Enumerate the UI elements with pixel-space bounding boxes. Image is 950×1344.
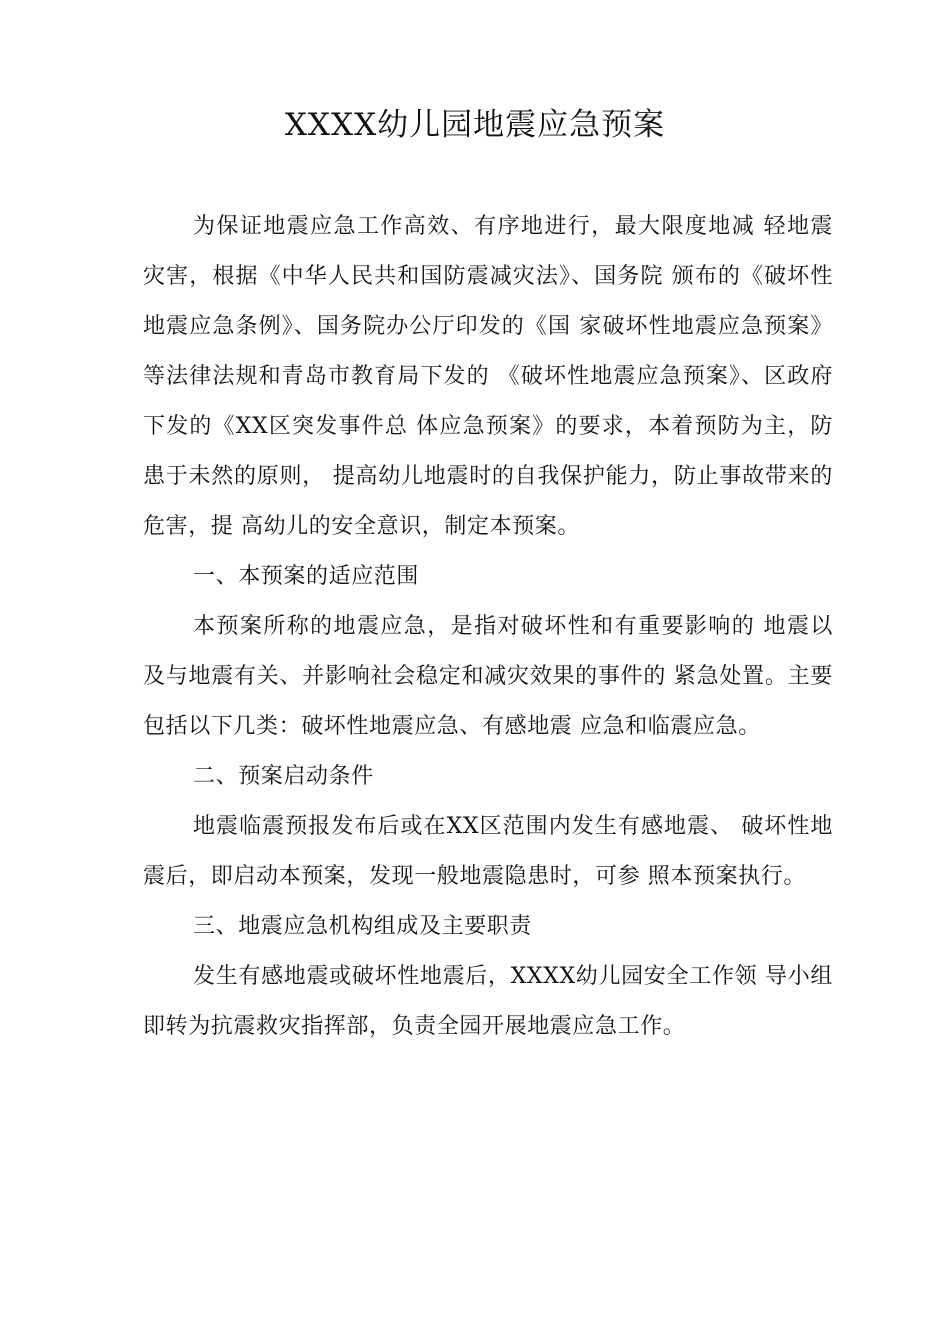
section-heading-activation: 二、预案启动条件 [193,764,374,789]
activation-paragraph: 地震临震预报发布后或在XX区范围内发生有感地震、 破坏性地震后，即启动本预案，发现一般地震隐患时，可参 照本预案执行。 [143,814,833,889]
organization-paragraph: 发生有感地震或破坏性地震后，XXXX幼儿园安全工作领 导小组即转为抗震救灾指挥部，负责全园开展地震应急工作。 [143,964,833,1039]
document-body [143,202,833,1052]
section-heading-organization: 三、地震应急机构组成及主要职责 [193,914,533,939]
document-title: XXXX幼儿园地震应急预案 [284,107,666,143]
scope-paragraph: 本预案所称的地震应急，是指对破坏性和有重要影响的 地震以及与地震有关、并影响社会稳定和减灾效果的事件的 紧急处置。主要包括以下几类：破坏性地震应急、有感地震 应急和临震应急。 [143,614,833,739]
section-heading-scope: 一、本预案的适应范围 [193,564,420,589]
intro-paragraph: 为保证地震应急工作高效、有序地进行，最大限度地减 轻地震灾害，根据《中华人民共和国防震减灾法》、国务院 颁布的《破坏性地震应急条例》、国务院办公厅印发的《国 家破坏性地震应急预案》等法律法规和青岛市教育局下发的 《破坏性地震应急预案》、区政府下发的《XX区突发事件总 体应急预案》的要求，本着预防为主，防患于未然的原则， 提高幼儿地震时的自我保护能力，防止事故带来的危害，提 高幼儿的安全意识，制定本预案。 [143,214,833,539]
